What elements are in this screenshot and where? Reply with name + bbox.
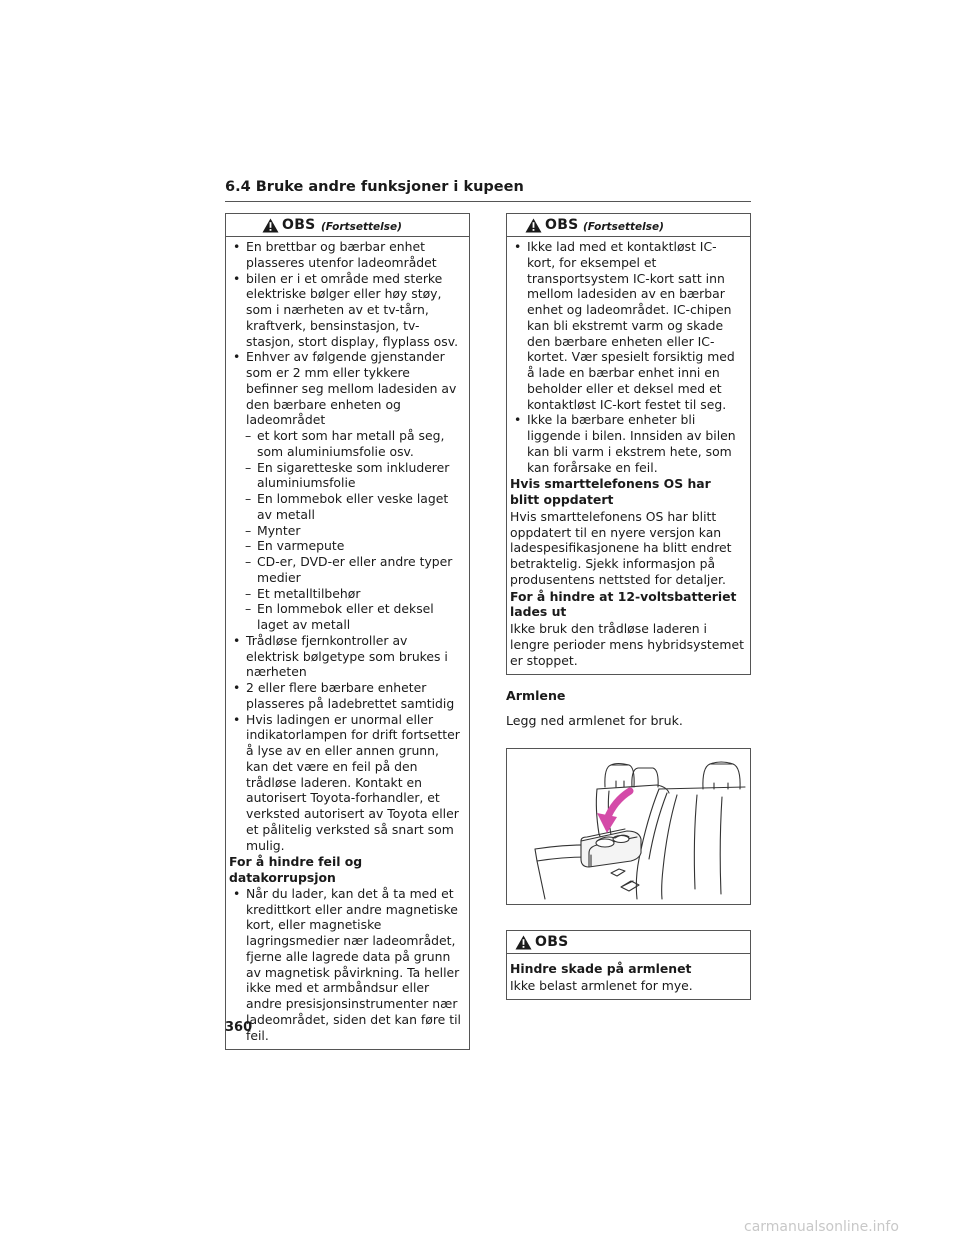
list-item-text: Enhver av følgende gjenstander som er 2 mm eller tykkere befinner seg mellom ladesiden av den bærbare enheten og ladeområdet <box>246 349 457 428</box>
dash-item: – En lommebok eller veske laget av metall <box>229 491 463 523</box>
dash-item: – Et metalltilbehør <box>229 586 463 602</box>
bullet-list <box>229 886 463 1044</box>
dash-list <box>229 428 463 633</box>
list-item: • 2 eller flere bærbare enheter plasseres på ladebrettet samtidig <box>229 680 463 712</box>
watermark: carmanualsonline.info <box>744 1219 899 1235</box>
section-header <box>225 178 751 202</box>
dash-item: – Mynter <box>229 523 463 539</box>
caution-box-body <box>507 237 750 674</box>
list-item: • Trådløse fjernkontroller av elektrisk bølgetype som brukes i nærheten <box>229 633 463 680</box>
page-number: 360 <box>225 1020 253 1035</box>
armrest-text: Legg ned armlenet for bruk. <box>506 713 683 728</box>
paragraph-os-update: Hvis smarttelefonens OS har blitt oppdatert til en nyere versjon kan ladespesifikasjonene ha blitt endret betraktelig. Sjekk informasjon på produsentens nettsted for detaljer. <box>510 508 732 587</box>
caution-label: OBS <box>282 217 316 233</box>
dash-item: – CD-er, DVD-er eller andre typer medier <box>229 554 463 586</box>
list-item: • Ikke lad med et kontaktløst IC-kort, for eksempel et transportsystem IC-kort satt inn mellom ladesiden av en bærbar enhet og ladeområdet. IC-chipen kan bli ekstremt varm og skade den bærbare enheten eller IC-kortet. Vær spesielt forsiktig med å lade en bærbar enhet inni en beholder eller et deksel med et kontaktløst IC-kort festet til seg. <box>510 239 744 412</box>
dash-item: – En sigaretteske som inkluderer aluminiumsfolie <box>229 460 463 492</box>
caution-box-header <box>507 214 750 237</box>
right-column <box>506 213 751 1000</box>
caution-box-left <box>225 213 470 1050</box>
list-item <box>229 349 463 633</box>
caution-box-header <box>507 931 750 954</box>
subheading-data-corruption: For å hindre feil og datakorrupsjon <box>229 854 363 885</box>
bullet-list <box>229 239 463 853</box>
list-item: • Hvis ladingen er unormal eller indikatorlampen for drift fortsetter å lyse av en eller annen grunn, kan det være en feil på den trådløse laderen. Kontakt en autorisert Toyota-forhandler, et verksted autorisert av Toyota eller et pålitelig verksted så snart som mulig. <box>229 712 463 854</box>
caution-box-right <box>506 213 751 675</box>
warning-triangle-icon <box>262 218 279 233</box>
bullet-list <box>510 239 744 475</box>
headrest-right <box>703 764 740 789</box>
list-item: • En brettbar og bærbar enhet plasseres utenfor ladeområdet <box>229 239 463 271</box>
dash-item: – En varmepute <box>229 538 463 554</box>
dash-item: – En lommebok eller et deksel laget av metall <box>229 601 463 633</box>
subheading-armrest-damage: Hindre skade på armlenet <box>510 960 692 976</box>
continued-label: (Fortsettelse) <box>321 221 402 233</box>
paragraph-armrest-damage: Ikke belast armlenet for mye. <box>510 977 693 993</box>
headrest-middle <box>632 768 658 787</box>
subheading-os-update: Hvis smarttelefonens OS har blitt oppdatert <box>510 476 711 507</box>
warning-triangle-icon <box>525 218 542 233</box>
fold-down-arrow-icon <box>607 791 630 819</box>
rear-seat-armrest-illustration <box>507 749 750 904</box>
caution-label: OBS <box>545 217 579 233</box>
warning-triangle-icon <box>515 935 532 950</box>
paragraph-battery: Ikke bruk den trådløse laderen i lengre perioder mens hybridsystemet er stoppet. <box>510 621 744 668</box>
list-item: • bilen er i et område med sterke elektriske bølger eller høy støy, som i nærheten av et tv-tårn, kraftverk, bensinstasjon, tv-stasjon, stort display, flyplass osv. <box>229 271 463 350</box>
caution-box-header <box>226 214 469 237</box>
caution-box-body <box>507 954 750 1000</box>
left-column <box>225 213 470 1050</box>
section-title: 6.4 Bruke andre funksjoner i kupeen <box>225 179 524 195</box>
dash-item: – et kort som har metall på seg, som aluminiumsfolie osv. <box>229 428 463 460</box>
caution-box-body <box>226 237 469 1049</box>
subheading-battery: For å hindre at 12-voltsbatteriet lades ut <box>510 588 737 620</box>
continued-label: (Fortsettelse) <box>583 221 664 233</box>
list-item: • Ikke la bærbare enheter bli liggende i bilen. Innsiden av bilen kan bli varm i ekstrem hete, som kan forårsake en feil. <box>510 412 744 475</box>
armrest-heading: Armlene <box>506 688 566 704</box>
caution-box-armrest <box>506 930 751 1001</box>
headrest-left <box>605 765 634 787</box>
list-item: • Når du lader, kan det å ta med et kredittkort eller andre magnetiske kort, eller magnetiske lagringsmedier nær ladeområdet, fjerne alle lagrede data på grunn av magnetisk påvirkning. Ta heller ikke med et armbåndsur eller andre presisjonsinstrumenter nær ladeområdet, siden det kan føre til feil. <box>229 886 463 1044</box>
arrow-head-icon <box>597 813 617 833</box>
armrest-illustration <box>506 748 751 905</box>
caution-label: OBS <box>535 933 569 950</box>
